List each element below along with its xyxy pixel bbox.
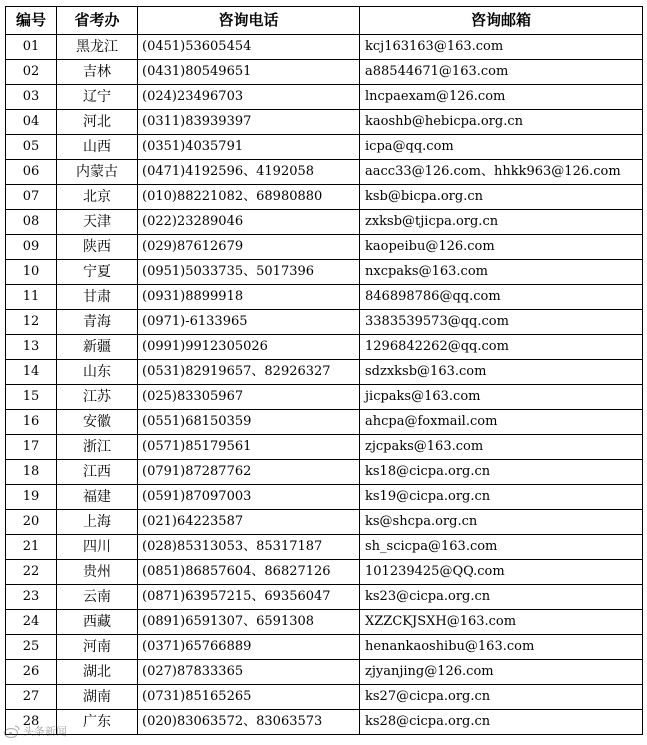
cell-phone: (024)23496703 [138,85,360,110]
table-row [6,60,643,85]
cell-phone: (021)64223587 [138,510,360,535]
header-email: 咨询邮箱 [360,7,643,35]
cell-phone: (0971)-6133965 [138,310,360,335]
table-row [6,185,643,210]
cell-email: 101239425@QQ.com [360,560,643,585]
cell-no: 15 [6,385,57,410]
header-no: 编号 [6,7,57,35]
table-row [6,235,643,260]
cell-phone: (027)87833365 [138,660,360,685]
cell-email: ks@shcpa.org.cn [360,510,643,535]
cell-province: 新疆 [57,335,138,360]
cell-phone: (0791)87287762 [138,460,360,485]
cell-email: lncpaexam@126.com [360,85,643,110]
cell-province: 福建 [57,485,138,510]
cell-no: 27 [6,685,57,710]
cell-province: 陕西 [57,235,138,260]
cell-email: zjcpaks@163.com [360,435,643,460]
table-row [6,560,643,585]
cell-email: kaopeibu@126.com [360,235,643,260]
table-row [6,110,643,135]
cell-phone: (0931)8899918 [138,285,360,310]
table-row [6,335,643,360]
watermark [4,722,67,740]
cell-email: ks27@cicpa.org.cn [360,685,643,710]
cell-phone: (020)83063572、83063573 [138,710,360,735]
cell-phone: (022)23289046 [138,210,360,235]
table-row [6,35,643,60]
cell-province: 云南 [57,585,138,610]
cell-phone: (0551)68150359 [138,410,360,435]
cell-phone: (025)83305967 [138,385,360,410]
table-row [6,710,643,735]
cell-no: 21 [6,535,57,560]
cell-no: 08 [6,210,57,235]
table-row [6,285,643,310]
table-row [6,460,643,485]
cell-email: kcj163163@163.com [360,35,643,60]
cell-province: 宁夏 [57,260,138,285]
cell-province: 辽宁 [57,85,138,110]
cell-no: 09 [6,235,57,260]
weibo-icon [4,724,20,738]
cell-email: ks18@cicpa.org.cn [360,460,643,485]
cell-no: 26 [6,660,57,685]
cell-email: zjyanjing@126.com [360,660,643,685]
cell-no: 11 [6,285,57,310]
cell-email: aacc33@126.com、hhkk963@126.com [360,160,643,185]
cell-phone: (0311)83939397 [138,110,360,135]
cell-province: 上海 [57,510,138,535]
table-row [6,435,643,460]
cell-email: jicpaks@163.com [360,385,643,410]
cell-email: 1296842262@qq.com [360,335,643,360]
cell-email: a88544671@163.com [360,60,643,85]
cell-province: 内蒙古 [57,160,138,185]
cell-phone: (0371)65766889 [138,635,360,660]
cell-phone: (0991)9912305026 [138,335,360,360]
table-row [6,610,643,635]
cell-no: 07 [6,185,57,210]
cell-phone: (0471)4192596、4192058 [138,160,360,185]
cell-no: 06 [6,160,57,185]
cell-email: XZZCKJSXH@163.com [360,610,643,635]
cell-province: 西藏 [57,610,138,635]
cell-phone: (029)87612679 [138,235,360,260]
cell-phone: (010)88221082、68980880 [138,185,360,210]
cell-phone: (0571)85179561 [138,435,360,460]
table-row [6,360,643,385]
table-row [6,135,643,160]
cell-province: 天津 [57,210,138,235]
cell-province: 青海 [57,310,138,335]
cell-no: 20 [6,510,57,535]
cell-province: 湖北 [57,660,138,685]
watermark-text: 头条新闻 [23,725,67,738]
cell-no: 17 [6,435,57,460]
cell-email: 846898786@qq.com [360,285,643,310]
cell-no: 01 [6,35,57,60]
table-header-row [6,7,643,35]
cell-phone: (0871)63957215、69356047 [138,585,360,610]
header-province: 省考办 [57,7,138,35]
cell-email: sdzxksb@163.com [360,360,643,385]
cell-province: 安徽 [57,410,138,435]
cell-email: ahcpa@foxmail.com [360,410,643,435]
cell-no: 22 [6,560,57,585]
table-row [6,410,643,435]
cell-email: zxksb@tjicpa.org.cn [360,210,643,235]
cell-phone: (0531)82919657、82926327 [138,360,360,385]
cell-no: 10 [6,260,57,285]
cell-phone: (0351)4035791 [138,135,360,160]
cell-phone: (0731)85165265 [138,685,360,710]
cell-province: 江苏 [57,385,138,410]
cell-no: 25 [6,635,57,660]
cell-phone: (0431)80549651 [138,60,360,85]
cell-phone: (0951)5033735、5017396 [138,260,360,285]
table-row [6,510,643,535]
table-row [6,635,643,660]
cell-no: 03 [6,85,57,110]
cell-province: 贵州 [57,560,138,585]
cell-province: 浙江 [57,435,138,460]
cell-phone: (0851)86857604、86827126 [138,560,360,585]
cell-province: 江西 [57,460,138,485]
cell-email: icpa@qq.com [360,135,643,160]
cell-province: 山东 [57,360,138,385]
table-row [6,585,643,610]
contact-table [5,6,643,735]
table-body [6,35,643,735]
cell-email: ks19@cicpa.org.cn [360,485,643,510]
cell-province: 湖南 [57,685,138,710]
cell-no: 04 [6,110,57,135]
cell-province: 甘肃 [57,285,138,310]
cell-email: sh_scicpa@163.com [360,535,643,560]
cell-email: 3383539573@qq.com [360,310,643,335]
table-row [6,685,643,710]
cell-email: ksb@bicpa.org.cn [360,185,643,210]
cell-phone: (0891)6591307、6591308 [138,610,360,635]
cell-email: nxcpaks@163.com [360,260,643,285]
cell-province: 河南 [57,635,138,660]
cell-email: ks23@cicpa.org.cn [360,585,643,610]
cell-province: 山西 [57,135,138,160]
cell-no: 16 [6,410,57,435]
cell-no: 05 [6,135,57,160]
cell-no: 12 [6,310,57,335]
cell-no: 13 [6,335,57,360]
table-row [6,660,643,685]
cell-email: ks28@cicpa.org.cn [360,710,643,735]
table-row [6,160,643,185]
cell-email: kaoshb@hebicpa.org.cn [360,110,643,135]
table-row [6,535,643,560]
table-row [6,260,643,285]
cell-province: 吉林 [57,60,138,85]
cell-no: 02 [6,60,57,85]
table-row [6,310,643,335]
cell-province: 广东 [57,710,138,735]
cell-province: 河北 [57,110,138,135]
cell-no: 19 [6,485,57,510]
cell-phone: (0451)53605454 [138,35,360,60]
cell-no: 24 [6,610,57,635]
cell-province: 黑龙江 [57,35,138,60]
cell-no: 18 [6,460,57,485]
cell-province: 北京 [57,185,138,210]
cell-no: 23 [6,585,57,610]
table-row [6,485,643,510]
table-row [6,385,643,410]
cell-province: 四川 [57,535,138,560]
cell-no: 14 [6,360,57,385]
cell-email: henankaoshibu@163.com [360,635,643,660]
header-phone: 咨询电话 [138,7,360,35]
cell-phone: (028)85313053、85317187 [138,535,360,560]
table-row [6,85,643,110]
cell-no: 28 [6,710,57,735]
table-row [6,210,643,235]
cell-phone: (0591)87097003 [138,485,360,510]
